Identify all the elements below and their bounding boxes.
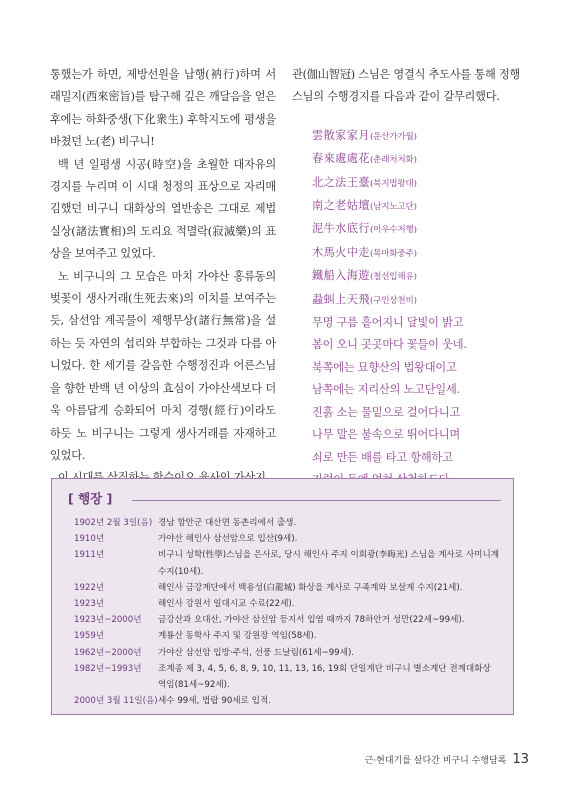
chronology-title: [ 행장 ] <box>68 491 113 506</box>
running-title: 근·현대기를 살다간 비구니 수행담록 <box>364 756 507 766</box>
poem-hanja-line: 木馬火中走(목마화중주) <box>312 245 417 259</box>
chronology-date: 1923년~2000년 <box>74 615 142 626</box>
chronology-box <box>51 478 514 715</box>
poem-hanja-line: 春來處處花(춘래처처화) <box>312 152 417 166</box>
chronology-desc: 금강산과 오대산, 가야산 삼선암 등지서 입염 때까지 78하안거 성만(22세~99세). <box>158 615 465 626</box>
poem-korean-line: 나무 말은 불속으로 뛰어다니며 <box>312 428 460 442</box>
chronology-row <box>74 531 501 547</box>
page-footer <box>365 752 529 767</box>
chronology-desc: 계룡산 동학사 주지 및 강원장 역임(58세). <box>158 631 317 642</box>
chronology-row <box>74 596 501 612</box>
poem-korean-line: 무명 구름 흩어지니 달빛이 밝고 <box>312 316 464 330</box>
poem-hanja-line: 北之法王臺(북지법왕대) <box>312 175 417 189</box>
chronology-row <box>74 580 501 596</box>
chronology-desc: 가야산 삼선암 입방·주석, 선풍 드날림(61세~99세). <box>158 647 355 658</box>
chronology-desc: 조계종 제 3, 4, 5, 6, 8, 9, 10, 11, 13, 16, 19회 단일계단 비구니 별소계단 전계대화상 역임(81세~92세). <box>158 663 491 691</box>
right-column <box>292 64 522 491</box>
chronology-date: 1959년 <box>74 631 105 642</box>
chronology-date: 1923년 <box>74 599 105 610</box>
chronology-desc: 세수 99세, 법랍 90세로 입적. <box>158 696 271 707</box>
right-intro: 관(伽山智冠) 스님은 영결식 추도사를 통해 정행스님의 수행경지를 다음과 같이 갈무리했다. <box>292 68 521 104</box>
chronology-row <box>74 628 501 644</box>
chronology-date: 1910년 <box>74 534 105 545</box>
left-paragraph-1: 통했는가 하면, 제방선원을 납행(衲行)하며 서래밀지(西來密旨)를 탐구해 깊은 깨달음을 얻은 후에는 하화중생(下化衆生) 후학지도에 평생을 바쳤던 노(老) 비구니! <box>50 68 276 149</box>
left-column <box>50 64 276 490</box>
poem-korean-line: 북쪽에는 묘향산의 법왕대이고 <box>312 360 457 374</box>
left-paragraph-2: 백 년 일평생 시공(時空)을 초월한 대자유의 경지를 누리며 이 시대 청정의 표상으로 자리매김했던 비구니 대화상의 열반송은 그대로 제법실상(諸法實相)의 도리요 적멸락(寂滅樂)의 표상을 보여주고 있었다. <box>50 157 276 261</box>
chronology-row <box>74 661 501 693</box>
poem-hanja-line: 雲散家家月(운산가가월) <box>312 128 417 142</box>
chronology-desc: 비구니 성학(性學)스님을 은사로, 당시 해인사 주지 이회광(李晦光) 스님을 계사로 사미니계 수지(10세). <box>158 550 500 577</box>
left-paragraph-3: 노 비구니의 그 모습은 마치 가야산 홍류동의 벚꽃이 생사거래(生死去來)의 이치를 보여주는 듯, 삼선암 계곡물이 제행무상(諸行無常)을 설하는 듯 자연의 섭리와 부합하는 그것과 다름 아니었다. 한 세기를 갈음한 수행정진과 어른스님을 향한 반백 년 이상의 효심이 가야산색보다 더욱 아름답게 승화되어 마치 경행(經行)이라도 하듯 노 비구니는 그렇게 생사거래를 자재하고 있었다. <box>50 269 276 462</box>
poem-hanja-line: 南之老姑壇(남지노고단) <box>312 199 417 213</box>
poem-hanja-line: 蝨虯上天飛(구인상천비) <box>312 292 417 306</box>
poem-korean-line: 쇠로 만든 배를 타고 항해하고 <box>312 450 453 464</box>
poem <box>312 125 522 492</box>
poem-korean-line: 진흙 소는 물밑으로 걸어다니고 <box>312 405 460 419</box>
chronology-date: 1922년 <box>74 582 105 593</box>
chronology-date: 1962년~2000년 <box>74 647 142 658</box>
poem-hanja-line: 泥牛水底行(이우수저행) <box>312 222 417 236</box>
chronology-row <box>74 612 501 628</box>
chronology-date: 1911년 <box>74 550 105 561</box>
chronology-row <box>74 547 501 579</box>
poem-hanja-line: 鐵船入海遊(철선입해유) <box>312 269 417 283</box>
chronology-desc: 해인사 강원서 일대시교 수료(22세). <box>158 599 295 610</box>
chronology-date: 1982년~1993년 <box>74 663 142 674</box>
chronology-date: 1902년 2월 3일(음) <box>74 518 153 528</box>
chronology-date: 2000년 3월 11일(음) <box>74 696 158 707</box>
chronology-row <box>74 645 501 661</box>
chronology-desc: 가야산 해인사 삼선암으로 입산(9세). <box>158 534 298 545</box>
chronology-row <box>74 515 501 531</box>
chronology-list <box>74 515 501 709</box>
chronology-desc: 경남 함안군 대산면 동촌리에서 출생. <box>158 518 297 528</box>
chronology-desc: 해인사 금강계단에서 백용성(白龍城) 화상을 계사로 구족계와 보살계 수지(21세). <box>158 582 463 593</box>
poem-korean-line: 봄이 오니 곳곳마다 꽃들이 웃네. <box>312 338 467 352</box>
poem-korean-line: 남쪽에는 지리산의 노고단일세. <box>312 383 460 397</box>
chronology-row <box>74 693 501 709</box>
page-number: 13 <box>512 752 529 767</box>
chronology-divider <box>132 500 501 501</box>
